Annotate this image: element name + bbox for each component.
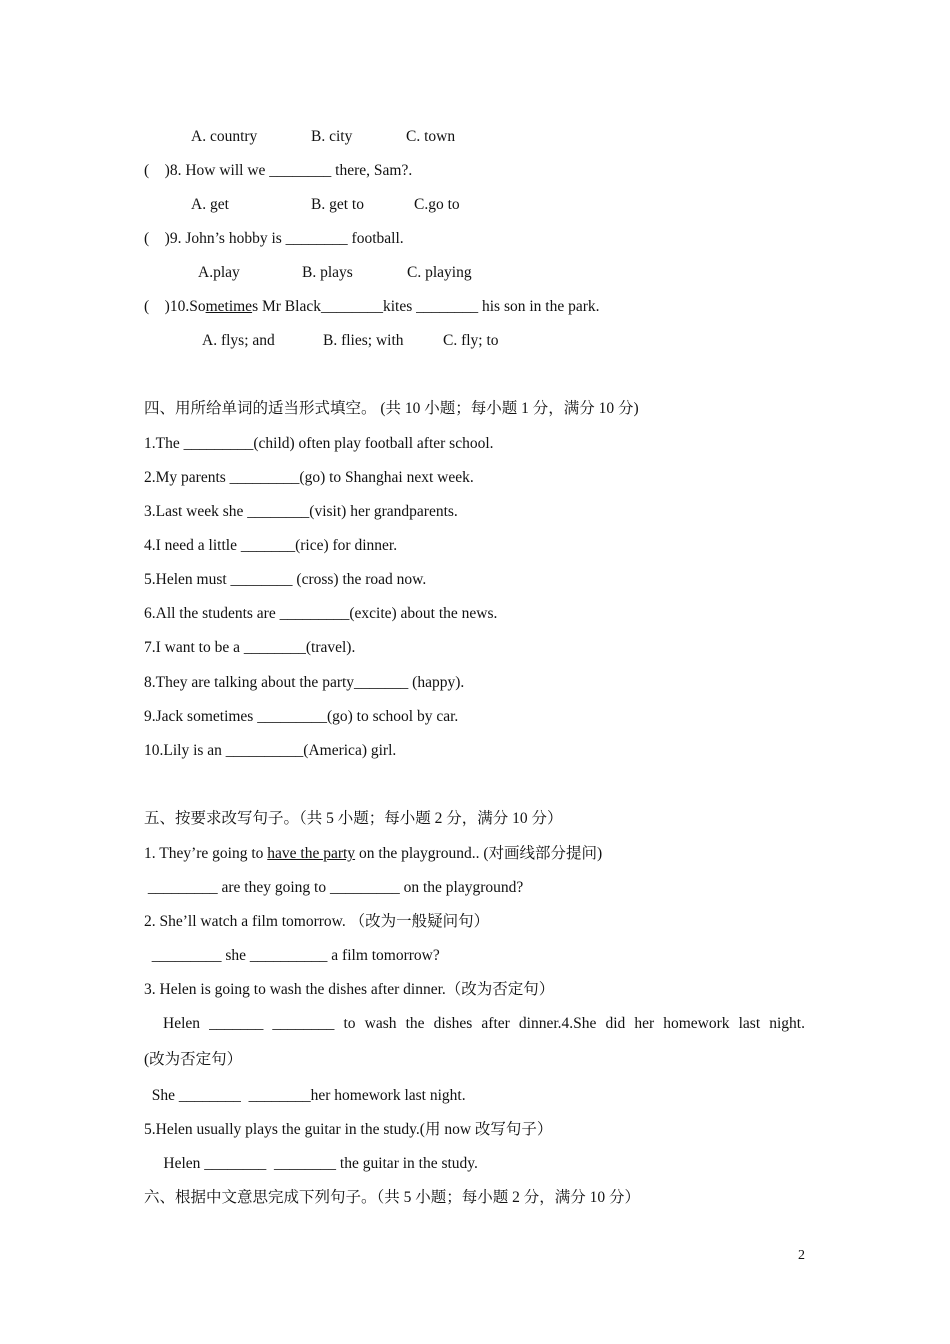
q8-option-b: B. get to [311, 196, 364, 213]
q8-option-c: C.go to [414, 196, 460, 213]
section-4-item: 9.Jack sometimes _________(go) to school by car. [144, 708, 459, 725]
section-5-answer-5: Helen ________ ________ the guitar in the study. [144, 1155, 478, 1172]
section-5-question-4-cont: (改为否定句） [144, 1051, 243, 1068]
underlined-text: metime [205, 298, 253, 315]
section-4-item: 4.I need a little _______(rice) for dinner. [144, 537, 398, 554]
question-10: ( )10.Sometimes Mr Black________kites ________ his son in the park. [144, 298, 600, 315]
q9-option-c: C. playing [407, 264, 472, 281]
q7-option-b: B. city [311, 128, 353, 145]
section-4-heading: 四、用所给单词的适当形式填空。 (共 10 小题；每小题 1 分，满分 10 分) [144, 400, 639, 417]
section-4-item: 3.Last week she ________(visit) her grandparents. [144, 503, 458, 520]
section-5-question-3: 3. Helen is going to wash the dishes after dinner.（改为否定句） [144, 981, 555, 998]
section-5-question-5: 5.Helen usually plays the guitar in the study.(用 now 改写句子） [144, 1121, 553, 1138]
section-4-item: 10.Lily is an __________(America) girl. [144, 742, 397, 759]
q9-option-a: A.play [198, 264, 240, 281]
section-5-answer-1: _________ are they going to _________ on the playground? [144, 879, 524, 896]
q7-option-a: A. country [191, 128, 258, 145]
question-9: ( )9. John’s hobby is ________ football. [144, 230, 404, 247]
section-4-item: 7.I want to be a ________(travel). [144, 639, 356, 656]
section-5-question-2: 2. She’ll watch a film tomorrow. （改为一般疑问句） [144, 913, 490, 930]
section-4-item: 2.My parents _________(go) to Shanghai next week. [144, 469, 474, 486]
section-5-answer-3-question-4: Helen _______ ________ to wash the dishes after dinner.4.She did her homework last night. [163, 1015, 805, 1032]
q10-option-b: B. flies; with [323, 332, 404, 349]
q7-option-c: C. town [406, 128, 456, 145]
section-4-item: 5.Helen must ________ (cross) the road now. [144, 571, 427, 588]
section-5-answer-2: _________ she __________ a film tomorrow? [144, 947, 440, 964]
page-number: 2 [798, 1248, 805, 1263]
section-5-heading: 五、按要求改写句子。（共 5 小题；每小题 2 分，满分 10 分） [144, 810, 563, 827]
section-4-item: 1.The _________(child) often play football after school. [144, 435, 494, 452]
q10-option-c: C. fly; to [443, 332, 499, 349]
section-4-item: 8.They are talking about the party_______ (happy). [144, 674, 465, 691]
section-5-question-1: 1. They’re going to have the party on the playground.. (对画线部分提问) [144, 845, 603, 862]
question-8: ( )8. How will we ________ there, Sam?. [144, 162, 413, 179]
q10-option-a: A. flys; and [202, 332, 275, 349]
section-5-answer-4: She ________ ________her homework last night. [144, 1087, 466, 1104]
section-4-item: 6.All the students are _________(excite) about the news. [144, 605, 498, 622]
section-6-heading: 六、根据中文意思完成下列句子。（共 5 小题；每小题 2 分，满分 10 分） [144, 1189, 641, 1206]
q9-option-b: B. plays [302, 264, 353, 281]
q8-option-a: A. get [191, 196, 229, 213]
underlined-text: have the party [267, 845, 356, 862]
